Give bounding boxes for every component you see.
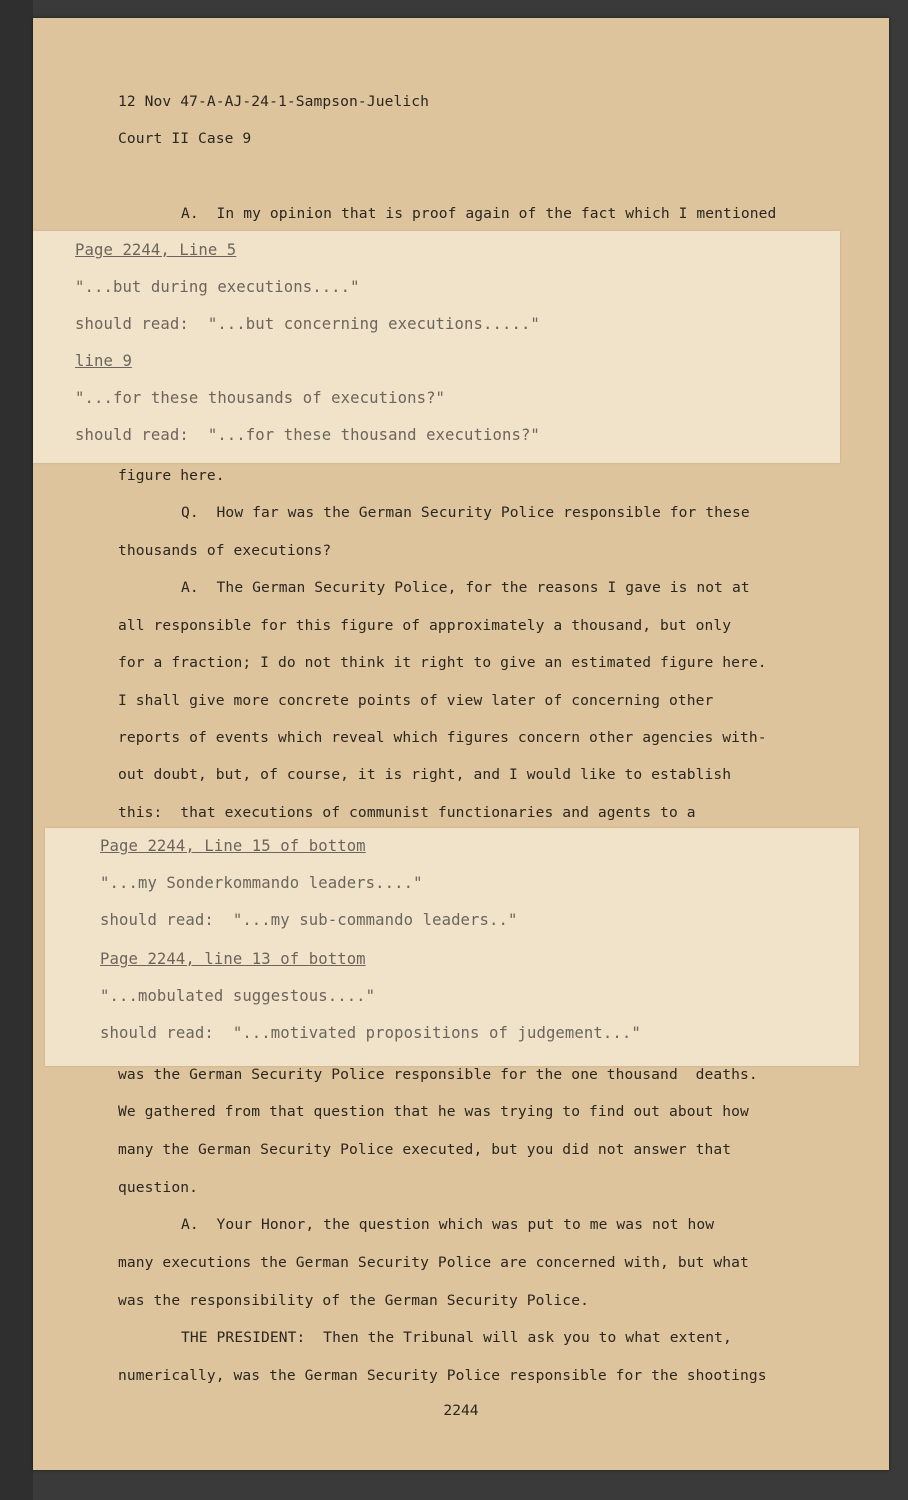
body-line: We gathered from that question that he was trying to find out about how: [118, 1103, 749, 1120]
body-line: I shall give more concrete points of view later of concerning other: [118, 692, 714, 709]
body-line: A. The German Security Police, for the reasons I gave is not at: [181, 579, 750, 596]
body-line: was the German Security Police responsible for the one thousand deaths.: [118, 1066, 758, 1083]
body-line: A. In my opinion that is proof again of the fact which I mentioned: [181, 205, 777, 222]
slip-corrected-text: should read: "...for these thousand executions?": [75, 426, 540, 444]
body-line: for a fraction; I do not think it right to give an estimated figure here.: [118, 654, 767, 671]
slip-corrected-text: should read: "...my sub-commando leaders..": [100, 911, 518, 929]
slip-reference: Page 2244, line 13 of bottom: [100, 950, 366, 968]
body-line: many the German Security Police executed, but you did not answer that: [118, 1141, 732, 1158]
correction-slip: [33, 231, 840, 463]
correction-slip: [45, 828, 859, 1066]
body-line: reports of events which reveal which figures concern other agencies with-: [118, 729, 767, 746]
scan-background: [0, 0, 33, 1500]
slip-original-text: "...but during executions....": [75, 278, 360, 296]
body-line: thousands of executions?: [118, 542, 332, 559]
body-line: this: that executions of communist functionaries and agents to a: [118, 804, 696, 821]
body-line: numerically, was the German Security Police responsible for the shootings: [118, 1367, 767, 1384]
body-line: many executions the German Security Police are concerned with, but what: [118, 1254, 749, 1271]
slip-original-text: "...mobulated suggestous....": [100, 987, 376, 1005]
body-line: out doubt, but, of course, it is right, and I would like to establish: [118, 766, 732, 783]
slip-original-text: "...my Sonderkommando leaders....": [100, 874, 423, 892]
header-reference: 12 Nov 47-A-AJ-24-1-Sampson-Juelich: [118, 93, 430, 110]
slip-corrected-text: should read: "...motivated propositions of judgement...": [100, 1024, 641, 1042]
slip-corrected-text: should read: "...but concerning executions.....": [75, 315, 540, 333]
page-number: 2244: [443, 1402, 479, 1419]
header-court-case: Court II Case 9: [118, 130, 252, 147]
body-line: Q. How far was the German Security Police responsible for these: [181, 504, 750, 521]
slip-reference: Page 2244, Line 15 of bottom: [100, 837, 366, 855]
body-line: THE PRESIDENT: Then the Tribunal will ask you to what extent,: [181, 1329, 732, 1346]
slip-reference: line 9: [75, 352, 132, 370]
body-line: A. Your Honor, the question which was put to me was not how: [181, 1216, 715, 1233]
slip-reference: Page 2244, Line 5: [75, 241, 237, 259]
document-page: [33, 18, 889, 1470]
body-line: was the responsibility of the German Security Police.: [118, 1292, 589, 1309]
body-line: figure here.: [118, 467, 225, 484]
body-line: question.: [118, 1179, 198, 1196]
body-line: all responsible for this figure of approximately a thousand, but only: [118, 617, 732, 634]
slip-original-text: "...for these thousands of executions?": [75, 389, 446, 407]
